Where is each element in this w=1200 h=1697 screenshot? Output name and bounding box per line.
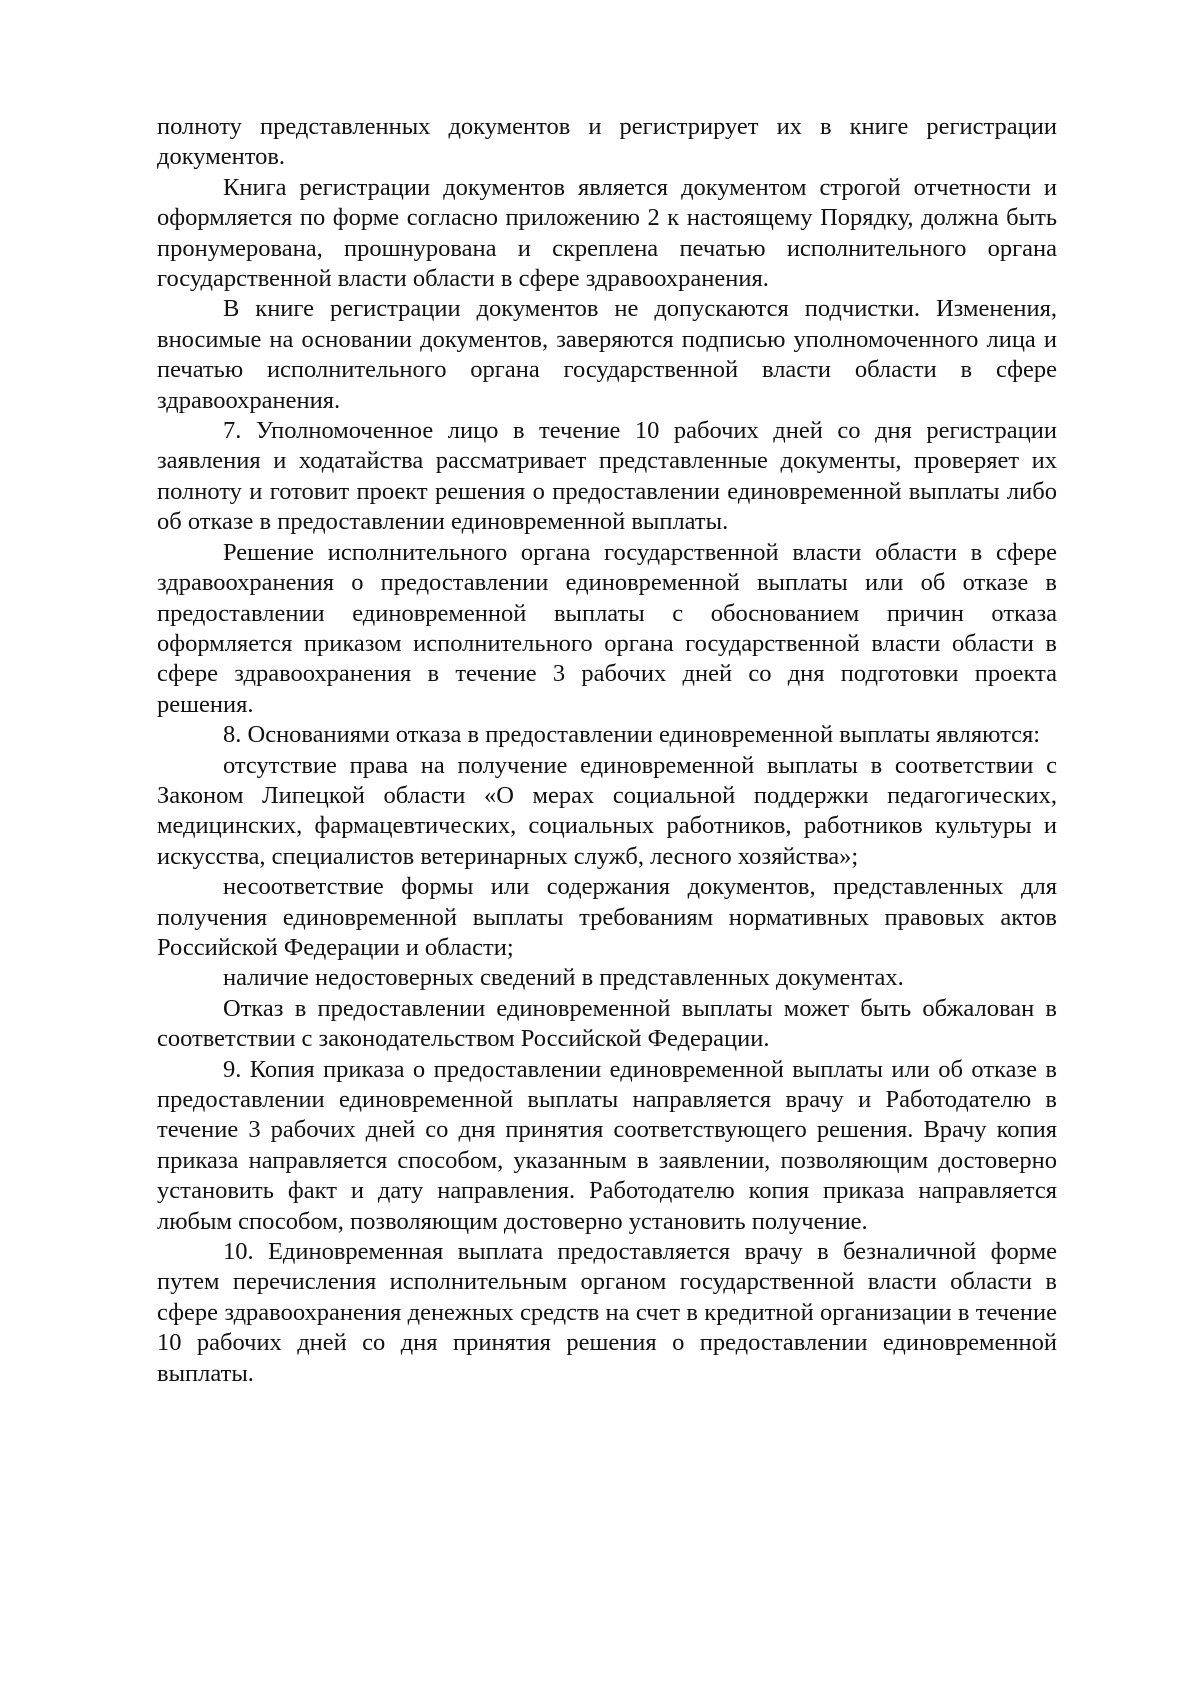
paragraph-item-8: 8. Основаниями отказа в предоставлении единовременной выплаты являются: [223, 721, 1041, 749]
paragraph-appeal: Отказ в предоставлении единовременной выплаты может быть обжалован в соответствии с законодательством Российской Федерации. [157, 994, 1057, 1053]
paragraph-item-10: 10. Единовременная выплата предоставляется врачу в безналичной форме путем перечисления исполнительным органом государственной власти области в сфере здравоохранения денежных средств на счет в кредитной организации в течение 10 рабочих дней со дня принятия решения о предоставлении единовременной выплаты. [157, 1238, 1057, 1387]
paragraph-decision: Решение исполнительного органа государственной власти области в сфере здравоохранения о предоставлении единовременной выплаты или об отказе в предоставлении единовременной выплаты с обоснованием причин отказа оформляется приказом исполнительного органа государственной власти области в сфере здравоохранения в течение 3 рабочих дней со дня подготовки проекта решения. [157, 538, 1057, 718]
paragraph-no-erasures: В книге регистрации документов не допускаются подчистки. Изменения, вносимые на основании документов, заверяются подписью уполномоченного лица и печатью исполнительного органа государственной власти области в сфере здравоохранения. [157, 295, 1057, 414]
paragraph-item-9: 9. Копия приказа о предоставлении единовременной выплаты или об отказе в предоставлении единовременной выплаты направляется врачу и Работодателю в течение 3 рабочих дней со дня принятия соответствующего решения. Врачу копия приказа направляется способом, указанным в заявлении, позволяющим достоверно установить факт и дату направления. Работодателю копия приказа направляется любым способом, позволяющим достоверно установить получение. [157, 1055, 1057, 1235]
paragraph-refusal-ground-3: наличие недостоверных сведений в представленных документах. [223, 964, 904, 992]
paragraph-registration-book: Книга регистрации документов является документом строгой отчетности и оформляется по форме согласно приложению 2 к настоящему Порядку, должна быть пронумерована, прошнурована и скреплена печатью исполнительного органа государственной власти области в сфере здравоохранения. [157, 173, 1057, 293]
paragraph-refusal-ground-1: отсутствие права на получение единовременной выплаты в соответствии с Законом Липецкой области «О мерах социальной поддержки педагогических, медицинских, фармацевтических, социальных работников, работников культуры и искусства, специалистов ветеринарных служб, лесного хозяйства»; [157, 751, 1057, 870]
paragraph-refusal-ground-2: несоответствие формы или содержания документов, представленных для получения единовременной выплаты требованиям нормативных правовых актов Российской Федерации и области; [157, 873, 1057, 961]
paragraph-continuation: полноту представленных документов и регистрирует их в книге регистрации документов. [157, 113, 1057, 171]
paragraph-item-7: 7. Уполномоченное лицо в течение 10 рабочих дней со дня регистрации заявления и ходатайства рассматривает представленные документы, проверяет их полноту и готовит проект решения о предоставлении единовременной выплаты либо об отказе в предоставлении единовременной выплаты. [157, 417, 1057, 536]
document-page [157, 112, 1057, 1389]
